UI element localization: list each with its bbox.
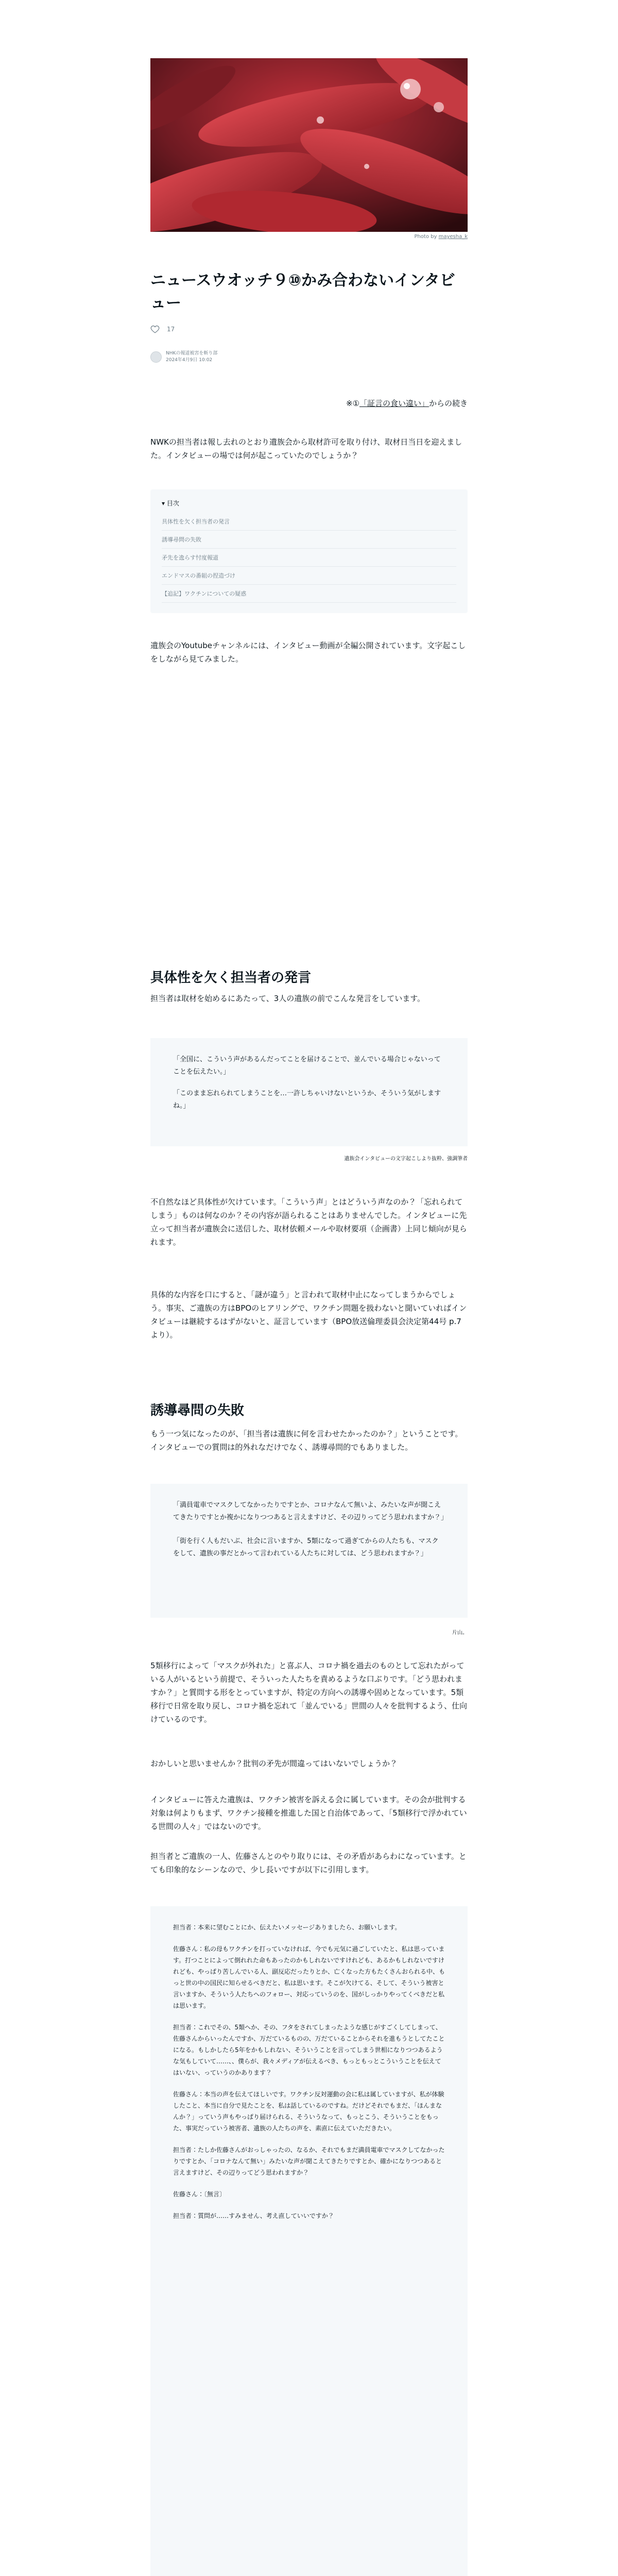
transcript-line: 佐藤さん：〔無言〕 <box>173 2191 226 2198</box>
video-intro: 遺族会のYoutubeチャンネルには、インタビュー動画が全編公開されています。文字起こしをしながら見てみました。 <box>150 641 466 664</box>
section2-p4: インタビューに答えた遺族は、ワクチン被害を訴える会に属しています。その会が批判する対象は何よりもまず、ワクチン接種を推進した国と自治体であって、「5類移行で浮かれている世間の人々」ではないのです。 <box>150 1795 467 1831</box>
section-heading-specificity: 具体性を欠く担当者の発言 <box>150 970 312 986</box>
toc-item[interactable]: 矛先を逸らす忖度報道 <box>162 549 456 567</box>
toc-toggle-icon: ▾ <box>162 500 167 507</box>
author-block[interactable] <box>150 350 217 364</box>
interview-transcript <box>150 1906 468 2576</box>
intro-paragraph: NWKの担当者は報し去れのとおり遺族会から取材許可を取り付け、取材日当日を迎えました。インタビューの場では何が起こっていたのでしょうか？ <box>150 437 462 460</box>
section2-p3: おかしいと思いませんか？批判の矛先が間違ってはいないでしょうか？ <box>150 1759 398 1768</box>
quote-block <box>150 1484 468 1618</box>
transcript-line: 担当者：本来に望むことにか、伝えたいメッセージありましたら、お願いします。 <box>173 1924 401 1931</box>
section1-p1: 担当者は取材を始めるにあたって、3人の遺族の前でこんな発言をしています。 <box>150 994 425 1003</box>
transcript-line: 佐藤さん：私の母もワクチンを打っていなければ、今でも元気に過ごしていたと、私は思っています。打つことによって倒れれた命もあったのかもしれないですけれども、あるかもしれないですけれども、やっぱり苦しんでいる人、副反応だったりとか、亡くなった方もたくさんおられる中、もっと世の中の国民に知らせるべきだと、私は思います。そこが欠けてる、そして、そういう被害と言いますか、そういう人たちへのフォロー、対応っていうのを、国がしっかりやってくべきだと私は思います。 <box>173 1945 445 2009</box>
previous-article-link[interactable]: 「証言の食い違い」 <box>359 399 429 408</box>
section-heading-leading: 誘導尋問の失敗 <box>150 1403 245 1418</box>
transcript-line: 担当者：たしか佐藤さんがおっしゃったの、なるか、それでもまだ満員電車でマスクしてなかったりですとか、「コロナなんて無い」みたいな声が聞こえてきたりですとか、確かになりつつあると言えますけど、その辺りってどう思われますか？ <box>173 2146 445 2176</box>
toc-heading[interactable] <box>162 499 456 507</box>
transcript-line: 佐藤さん：本当の声を伝えてほしいです。ワクチン反対運動の会に私は属していますが、私が体験したこと、本当に自分で見たことを、私は話しているのですね。だけどそれでもまだ、「ほんまなんか？」っていう声もやっぱり届けられる、そういうなって、もっとこう、そういうことをもった、事実だっていう被害者、遺族の人たちの声を、素直に伝えていただきたい。 <box>173 2091 444 2132</box>
section2-p2: 5類移行によって「マスクが外れた」と喜ぶ人、コロナ禍を過去のものとして忘れたがっている人がいるという前提で、そういった人たちを責めるような口ぶりです。「どう思われますか？」と質問する形をとっていますが、特定の方向への誘導や固めとなっています。5類移行で日常を取り戻し、コロナ禍を忘れて「並んでいる」世間の人々を批判するよう、仕向けているのです。 <box>150 1661 468 1724</box>
section2-p1: もう一つ気になったのが、「担当者は遺族に何を言わせたかったのか？」ということです。インタビューでの質問は的外れなだけでなく、誘導尋問的でもありました。 <box>150 1429 463 1452</box>
photo-credit-prefix: Photo by <box>414 234 439 240</box>
transcript-line: 担当者：質問が……すみません、考え直していいですか？ <box>173 2212 334 2219</box>
quote-line: 「このまま忘れられてしまうことを…一許しちゃいけないというか、そういう気がしますね。」 <box>173 1090 441 1110</box>
toc-item[interactable]: 具体性を欠く担当者の発言 <box>162 513 456 531</box>
toc-item[interactable]: 【追記】ワクチンについての疑惑 <box>162 585 456 603</box>
quote-line: 「全国に、こういう声があるんだってことを届けることで、並んでいる場合じゃないってことを伝えたい。」 <box>173 1056 441 1076</box>
author-name[interactable]: NHKの報道被害を斬り部 <box>166 351 218 356</box>
continuation-prefix: ※① <box>346 399 359 408</box>
table-of-contents <box>150 489 468 613</box>
photo-credit <box>150 234 468 240</box>
like-count: 17 <box>167 326 175 333</box>
transcript-line: 担当者：これでその、5類へか、その、フタをされてしまったような感じがすごくしてしまって、佐藤さんからいったんですか、万だているものの、万だていることからそれを進もうとしてたことになる。もしかしたら5年をかもしれない、そういうことを言ってしまう世相になりつつあるような気もしていて……、、僕らが、我々メディアが伝えるべき、もっともっとこういうことを伝えてはいない、っていうのかあります？ <box>173 2024 445 2076</box>
section1-p3: 具体的な内容を口にすると、「謎が違う」と言われて取材中止になってしまうからでしょう。事実、ご遺族の方はBPOのヒアリングで、ワクチン問題を扱わないと聞いていればインタビューは継続するはずがないと、証言しています（BPO放送倫理委員会決定第44号 p.7より）。 <box>150 1290 467 1340</box>
photo-credit-link[interactable]: mayesha_k <box>438 234 468 240</box>
meta-row <box>150 325 175 334</box>
toc-heading-label: 目次 <box>166 500 179 507</box>
toc-item[interactable]: エンドマスの番組の捏造づけ <box>162 567 456 585</box>
flower-photo <box>150 58 468 232</box>
quote-line: 「満員電車でマスクしてなかったりですとか、コロナなんて無いよ、みたいな声が聞こえてきたりですとか複かになりつつあると言えますけど、その辺りってどう思われますか？」 <box>173 1501 448 1521</box>
quote-line: 「街を行く人もだいぶ、社会に言いますか、5類になって過ぎてからの人たちも、マスクをして、遺族の事だとかって言われている人たちに対しては、どう思われますか？」 <box>173 1537 439 1557</box>
quote-caption: 遺族会インタビューの文字起こしより抜粋、強調筆者 <box>344 1156 468 1162</box>
post-date: 2024年4月9日 10:02 <box>166 358 213 363</box>
section2-p5: 担当者とご遺族の一人、佐藤さんとのやり取りには、その矛盾があらわになっています。とても印象的なシーンなので、少し長いですが以下に引用します。 <box>150 1852 467 1874</box>
avatar[interactable] <box>150 351 162 363</box>
hero-image <box>150 58 468 232</box>
toc-item[interactable]: 誘導尋問の失敗 <box>162 531 456 549</box>
section1-p2: 不自然なほど具体性が欠けています。「こういう声」とはどういう声なのか？「忘れられてしまう」ものは何なのか？その内容が語られることはありませんでした。インタビューに先立って担当者が遺族会に送信した、取材依頼メールや取材要項（企画書）上同じ傾向が見られます。 <box>150 1197 467 1247</box>
quote-caption: 片山。 <box>452 1630 468 1636</box>
continuation-suffix: からの続き <box>428 399 468 408</box>
heart-icon[interactable] <box>150 325 160 334</box>
continuation-line <box>150 397 468 410</box>
video-embed[interactable] <box>150 706 468 886</box>
quote-block <box>150 1038 468 1146</box>
article-title: ニュースウオッチ９⑩かみ合わないインタビュー <box>150 272 455 312</box>
